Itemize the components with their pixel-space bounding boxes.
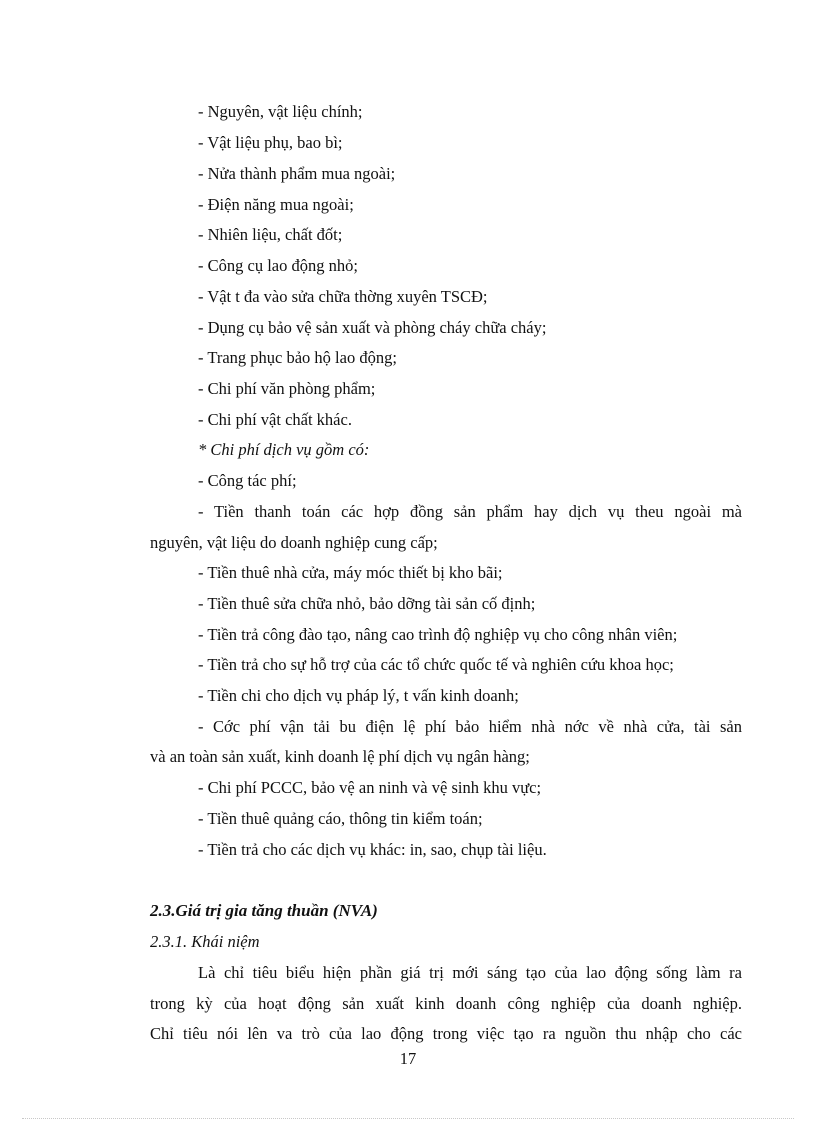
list-item: - Dụng cụ bảo vệ sản xuất và phòng cháy chữa cháy; — [198, 318, 547, 337]
list-item-continuation: và an toàn sản xuất, kinh doanh lệ phí dịch vụ ngân hàng; — [150, 747, 530, 766]
list-item: - Vật liệu phụ, bao bì; — [198, 133, 343, 152]
page-number: 17 — [399, 1049, 417, 1068]
list-item: - Tiền thuê sửa chữa nhỏ, bảo dỡng tài sản cố định; — [198, 594, 536, 613]
list-item: - Tiền thuê quảng cáo, thông tin kiểm toán; — [198, 809, 483, 828]
list-item: - Tiền chi cho dịch vụ pháp lý, t vấn kinh doanh; — [198, 686, 519, 705]
services-heading: * Chi phí dịch vụ gồm có: — [198, 440, 370, 459]
list-item: - Nửa thành phẩm mua ngoài; — [198, 164, 396, 183]
list-item: - Tiền trả cho các dịch vụ khác: in, sao, chụp tài liệu. — [198, 840, 547, 859]
list-item: - Tiền thanh toán các hợp đồng sản phẩm hay dịch vụ theu ngoài mà — [198, 502, 742, 521]
list-item: - Tiền thuê nhà cửa, máy móc thiết bị kho bãi; — [198, 563, 503, 582]
list-item: - Công tác phí; — [198, 471, 297, 490]
list-item: - Công cụ lao động nhỏ; — [198, 256, 358, 275]
list-item-continuation: nguyên, vật liệu do doanh nghiệp cung cấp; — [150, 533, 438, 552]
list-item: - Cớc phí vận tải bu điện lệ phí bảo hiểm nhà nớc về nhà cửa, tài sản — [198, 717, 742, 736]
list-item: - Nguyên, vật liệu chính; — [198, 102, 363, 121]
footer-divider — [22, 1118, 794, 1119]
list-item: - Tiền trả cho sự hỗ trợ của các tổ chức quốc tế và nghiên cứu khoa học; — [198, 655, 674, 674]
list-item: - Chi phí văn phòng phẩm; — [198, 379, 376, 398]
list-item: - Vật t đa vào sửa chữa thờng xuyên TSCĐ; — [198, 287, 488, 306]
list-item: - Tiền trả công đào tạo, nâng cao trình độ nghiệp vụ cho công nhân viên; — [198, 625, 678, 644]
paragraph-line: trong kỳ của hoạt động sản xuất kinh doanh công nghiệp của doanh nghiệp. — [150, 994, 742, 1013]
section-heading: 2.3.Giá trị gia tăng thuần (NVA) — [150, 901, 378, 920]
paragraph-line: Chỉ tiêu nói lên va trò của lao động trong việc tạo ra nguồn thu nhập cho các — [150, 1024, 742, 1043]
list-item: - Chi phí PCCC, bảo vệ an ninh và vệ sinh khu vực; — [198, 778, 542, 797]
list-item: - Trang phục bảo hộ lao động; — [198, 348, 397, 367]
list-item: - Nhiên liệu, chất đốt; — [198, 225, 343, 244]
paragraph-line: Là chỉ tiêu biểu hiện phần giá trị mới sáng tạo của lao động sống làm ra — [198, 963, 742, 982]
list-item: - Điện năng mua ngoài; — [198, 195, 354, 214]
list-item: - Chi phí vật chất khác. — [198, 410, 352, 429]
subsection-heading: 2.3.1. Khái niệm — [150, 932, 260, 951]
